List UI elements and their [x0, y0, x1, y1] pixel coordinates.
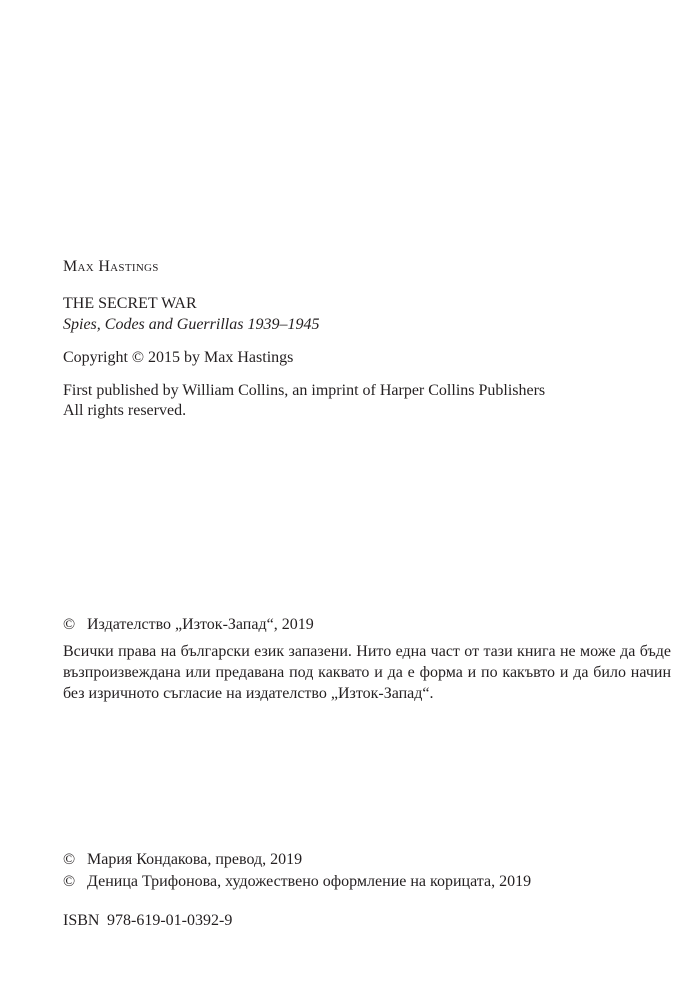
cover-copyright-line	[63, 871, 673, 892]
copyright-symbol: ©	[63, 873, 76, 890]
publisher-copyright-line	[63, 614, 673, 635]
isbn-label: ISBN	[63, 912, 100, 929]
isbn-line	[63, 910, 673, 931]
original-rights: All rights reserved.	[63, 402, 187, 419]
rights-paragraph: Всички права на български език запазени. Нито една част от тази книга не може да бъде възпроизвеждана или предавана под каквато и да е форма и по какъвто и да било начин без изричното съгласие на издателство „Изток-Запад“.	[63, 643, 671, 702]
copyright-symbol: ©	[63, 616, 76, 633]
translation-copyright-text: Мария Кондакова, превод, 2019	[87, 851, 303, 868]
cover-copyright-text: Деница Трифонова, художествено оформление на корицата, 2019	[87, 873, 532, 890]
translation-copyright-line	[63, 849, 673, 870]
original-publisher-line: First published by William Collins, an imprint of Harper Collins Publishers	[63, 382, 546, 399]
original-subtitle: Spies, Codes and Guerrillas 1939–1945	[63, 316, 320, 333]
original-title: THE SECRET WAR	[63, 295, 197, 312]
author-name: Max Hastings	[63, 258, 159, 275]
isbn-value: 978-619-01-0392-9	[107, 912, 233, 929]
copyright-symbol: ©	[63, 851, 76, 868]
publisher-copyright-text: Издателство „Изток-Запад“, 2019	[87, 616, 314, 633]
original-copyright: Copyright © 2015 by Max Hastings	[63, 349, 294, 366]
